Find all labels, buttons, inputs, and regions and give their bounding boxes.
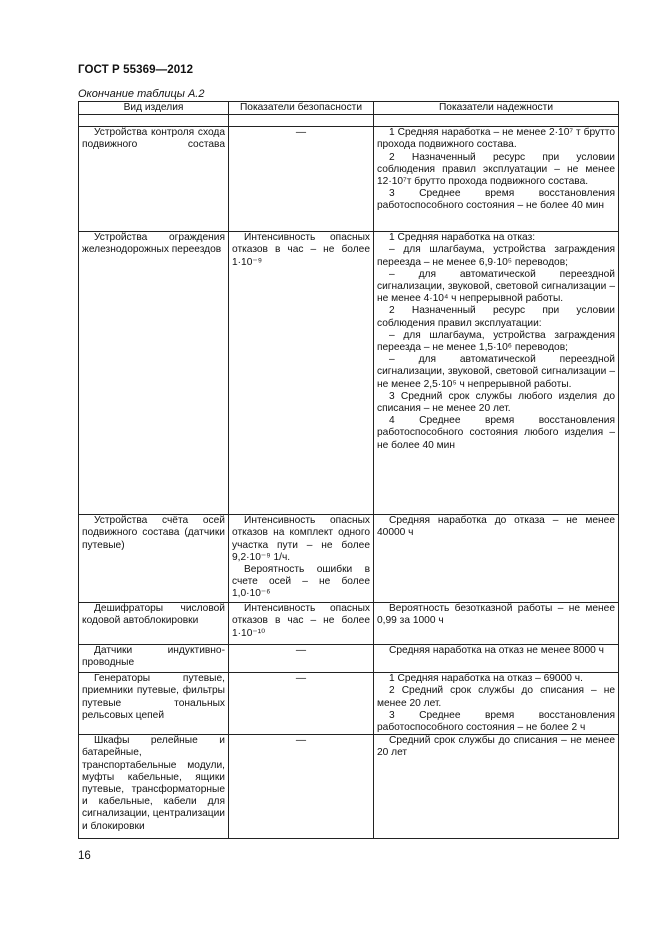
item-type-cell: Генераторы путевые, приемники путевые, фильтры путевые тональных рельсовых цепей (79, 673, 229, 735)
safety-cell: — (229, 735, 374, 839)
safety-cell: — (229, 673, 374, 735)
table-row (79, 673, 619, 735)
table-caption: Окончание таблицы А.2 (78, 88, 205, 100)
reliability-cell: 1 Средняя наработка на отказ: – для шлагбаума, устройства заграждения переезда – не менее 6,9·10⁵ переводов; – для автоматической переездной сигнализации, звуковой, световой сигнализации – не менее 4·10⁴ ч непрерывной работы. 2 Назначенный ресурс при условии соблюдения правил эксплуатации: – для шлагбаума, устройства заграждения переезда – не менее 1,5·10⁶ переводов; – для автоматической переездной сигнализации, звуковой, световой сигнализации – не менее 2,5·10⁵ ч непрерывной работы. 3 Средний срок службы любого изделия до списания – не менее 20 лет. 4 Среднее время восстановления работоспособного состояния любого изделия – не более 40 мин (374, 232, 619, 515)
item-type-cell: Устройства контроля схода подвижного состава (79, 127, 229, 232)
page-number: 16 (78, 850, 91, 862)
table-spacer-row (79, 115, 619, 127)
table-row (79, 603, 619, 645)
table-row (79, 232, 619, 515)
reliability-cell: Вероятность безотказной работы – не менее 0,99 за 1000 ч (374, 603, 619, 645)
reliability-cell: Средняя наработка до отказа – не менее 40000 ч (374, 515, 619, 603)
reliability-cell: 1 Средняя наработка на отказ – 69000 ч. 2 Средний срок службы до списания – не менее 20 лет. 3 Среднее время восстановления работоспособного состояния – не более 2 ч (374, 673, 619, 735)
reliability-cell: Средний срок службы до списания – не менее 20 лет (374, 735, 619, 839)
safety-cell: Интенсивность опасных отказов в час – не более 1·10⁻⁹ (229, 232, 374, 515)
item-type-cell: Дешифраторы числовой кодовой автоблокировки (79, 603, 229, 645)
safety-cell: — (229, 127, 374, 232)
table-row (79, 127, 619, 232)
item-type-cell: Датчики индуктивно-проводные (79, 645, 229, 673)
column-header-item-type: Вид изделия (79, 102, 229, 115)
reliability-cell: Средняя наработка на отказ не менее 8000 ч (374, 645, 619, 673)
reliability-cell: 1 Средняя наработка – не менее 2·10⁷ т брутто прохода подвижного состава. 2 Назначенный ресурс при условии соблюдения правил эксплуатации – не менее 12·10⁷т брутто прохода подвижного состава. 3 Среднее время восстановления работоспособного состояния – не более 40 мин (374, 127, 619, 232)
table-row (79, 645, 619, 673)
column-header-safety: Показатели безопасности (229, 102, 374, 115)
table-header-row (79, 102, 619, 115)
safety-cell: Интенсивность опасных отказов на комплект одного участка пути – не более 9,2·10⁻⁹ 1/ч. Вероятность ошибки в счете осей – не более 1,0·10⁻⁶ (229, 515, 374, 603)
safety-cell: — (229, 645, 374, 673)
standard-header: ГОСТ Р 55369—2012 (78, 64, 194, 76)
table-row (79, 735, 619, 839)
item-type-cell: Устройства счёта осей подвижного состава (датчики путевые) (79, 515, 229, 603)
item-type-cell: Шкафы релейные и батарейные, транспортабельные модули, муфты кабельные, ящики путевые, трансформаторные и кабельные, кабели для сигнализации, централизации и блокировки (79, 735, 229, 839)
table-row (79, 515, 619, 603)
column-header-reliability: Показатели надежности (374, 102, 619, 115)
requirements-table (78, 101, 619, 839)
safety-cell: Интенсивность опасных отказов в час – не более 1·10⁻¹⁰ (229, 603, 374, 645)
item-type-cell: Устройства ограждения железнодорожных переездов (79, 232, 229, 515)
